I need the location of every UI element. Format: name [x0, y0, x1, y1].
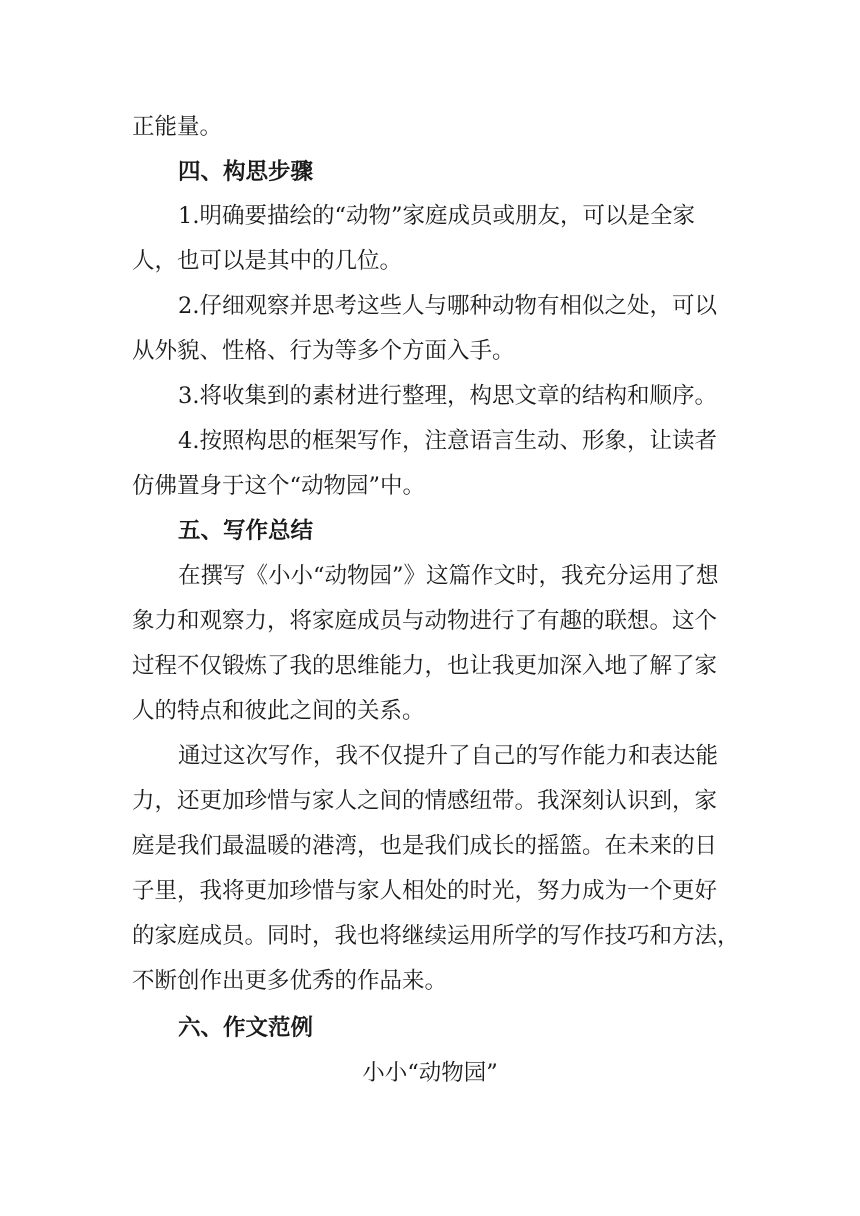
step-4-line-2: 仿佛置身于这个“动物园”中。: [132, 473, 426, 499]
step-2-line-1: 2.仔细观察并思考这些人与哪种动物有相似之处，可以: [178, 293, 717, 319]
summary-para-2-line-4: 子里，我将更加珍惜与家人相处的时光，努力成为一个更好: [132, 878, 718, 904]
step-1-line-2: 人，也可以是其中的几位。: [132, 248, 403, 274]
paragraph-line: 正能量。: [132, 114, 223, 140]
summary-para-2-line-5: 的家庭成员。同时，我也将继续运用所学的写作技巧和方法，: [132, 923, 740, 949]
section-heading-5: 五、写作总结: [178, 518, 314, 544]
summary-para-1-line-4: 人的特点和彼此之间的关系。: [132, 698, 425, 724]
step-1-line-1: 1.明确要描绘的“动物”家庭成员或朋友，可以是全家: [178, 203, 695, 229]
section-heading-6: 六、作文范例: [178, 1015, 314, 1041]
summary-para-1-line-1: 在撰写《小小“动物园”》这篇作文时，我充分运用了想: [178, 563, 719, 589]
summary-para-2-line-2: 力，还更加珍惜与家人之间的情感纽带。我深刻认识到，家: [132, 788, 718, 814]
summary-para-1-line-2: 象力和观察力，将家庭成员与动物进行了有趣的联想。这个: [132, 608, 718, 634]
summary-para-2-line-3: 庭是我们最温暖的港湾，也是我们成长的摇篮。在未来的日: [132, 833, 718, 859]
step-2-line-2: 从外貌、性格、行为等多个方面入手。: [132, 338, 515, 364]
summary-para-1-line-3: 过程不仅锻炼了我的思维能力，也让我更加深入地了解了家: [132, 653, 718, 679]
essay-title: 小小“动物园”: [362, 1060, 498, 1086]
step-3-line-1: 3.将收集到的素材进行整理，构思文章的结构和顺序。: [178, 383, 717, 409]
section-heading-4: 四、构思步骤: [178, 159, 314, 185]
summary-para-2-line-1: 通过这次写作，我不仅提升了自己的写作能力和表达能: [178, 743, 719, 769]
step-4-line-1: 4.按照构思的框架写作，注意语言生动、形象，让读者: [178, 428, 717, 454]
summary-para-2-line-6: 不断创作出更多优秀的作品来。: [132, 968, 448, 994]
